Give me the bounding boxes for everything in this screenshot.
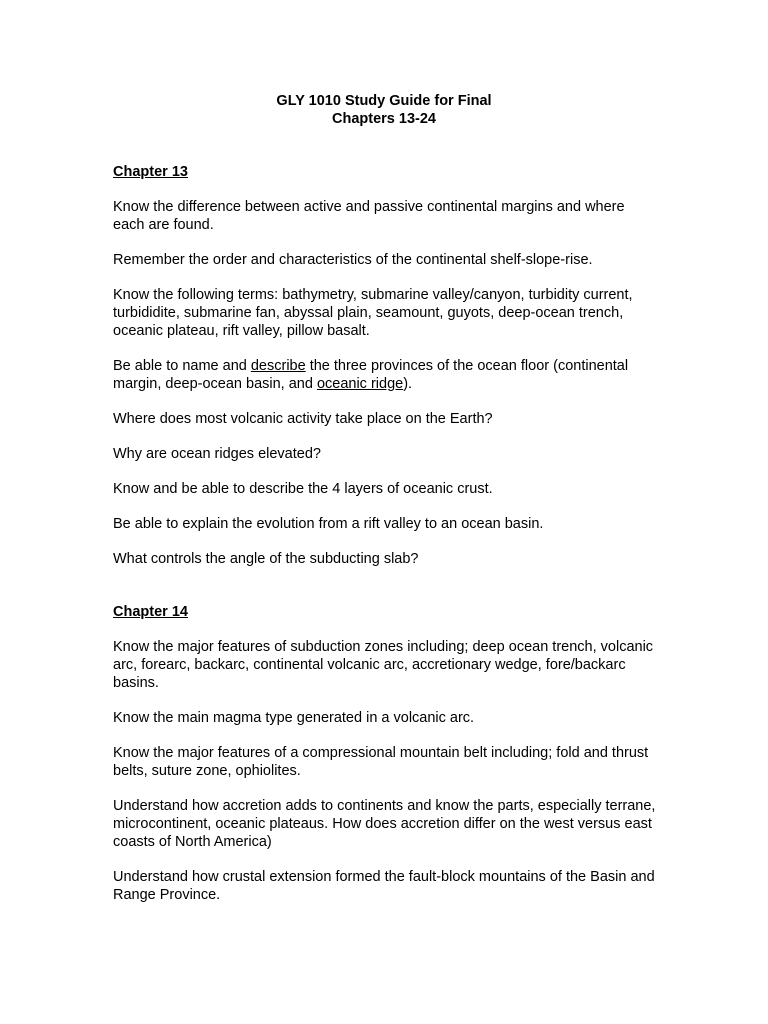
paragraph: Why are ocean ridges elevated? (113, 446, 321, 462)
paragraph-text: the three provinces of the ocean floor (continental margin, deep-ocean basin, and (113, 358, 629, 392)
paragraph-text: ). (403, 376, 413, 392)
title-line-2: Chapters 13-24 (332, 111, 436, 127)
paragraph-text: Be able to name and (113, 358, 251, 374)
section-gap (113, 585, 658, 603)
paragraph: Understand how crustal extension formed the fault-block mountains of the Basin and Range Province. (113, 869, 655, 903)
paragraph (113, 357, 658, 393)
title-line-1: GLY 1010 Study Guide for Final (276, 93, 492, 109)
document-body (113, 163, 658, 921)
chapter-14-heading: Chapter 14 (113, 604, 188, 620)
paragraph: What controls the angle of the subducting slab? (113, 551, 419, 567)
paragraph: Know the major features of subduction zones including; deep ocean trench, volcanic arc, forearc, backarc, continental volcanic arc, accretionary wedge, fore/backarc basins. (113, 639, 654, 691)
chapter-13-heading: Chapter 13 (113, 164, 188, 180)
paragraph: Remember the order and characteristics of the continental shelf-slope-rise. (113, 252, 593, 268)
paragraph: Know the following terms: bathymetry, submarine valley/canyon, turbidity current, turbididite, submarine fan, abyssal plain, seamount, guyots, deep-ocean trench, oceanic plateau, rift valley, pillow basalt. (113, 287, 633, 339)
document-title (0, 92, 768, 128)
paragraph: Be able to explain the evolution from a rift valley to an ocean basin. (113, 516, 544, 532)
underlined-text: describe (250, 358, 306, 374)
underlined-text: oceanic ridge (316, 376, 404, 392)
paragraph: Know and be able to describe the 4 layers of oceanic crust. (113, 481, 493, 497)
paragraph: Know the major features of a compressional mountain belt including; fold and thrust belts, suture zone, ophiolites. (113, 745, 649, 779)
paragraph: Where does most volcanic activity take place on the Earth? (113, 411, 493, 427)
paragraph: Know the difference between active and passive continental margins and where each are found. (113, 199, 625, 233)
paragraph: Understand how accretion adds to continents and know the parts, especially terrane, microcontinent, oceanic plateaus. How does accretion differ on the west versus east coasts of North America) (113, 798, 656, 850)
paragraph: Know the main magma type generated in a volcanic arc. (113, 710, 475, 726)
